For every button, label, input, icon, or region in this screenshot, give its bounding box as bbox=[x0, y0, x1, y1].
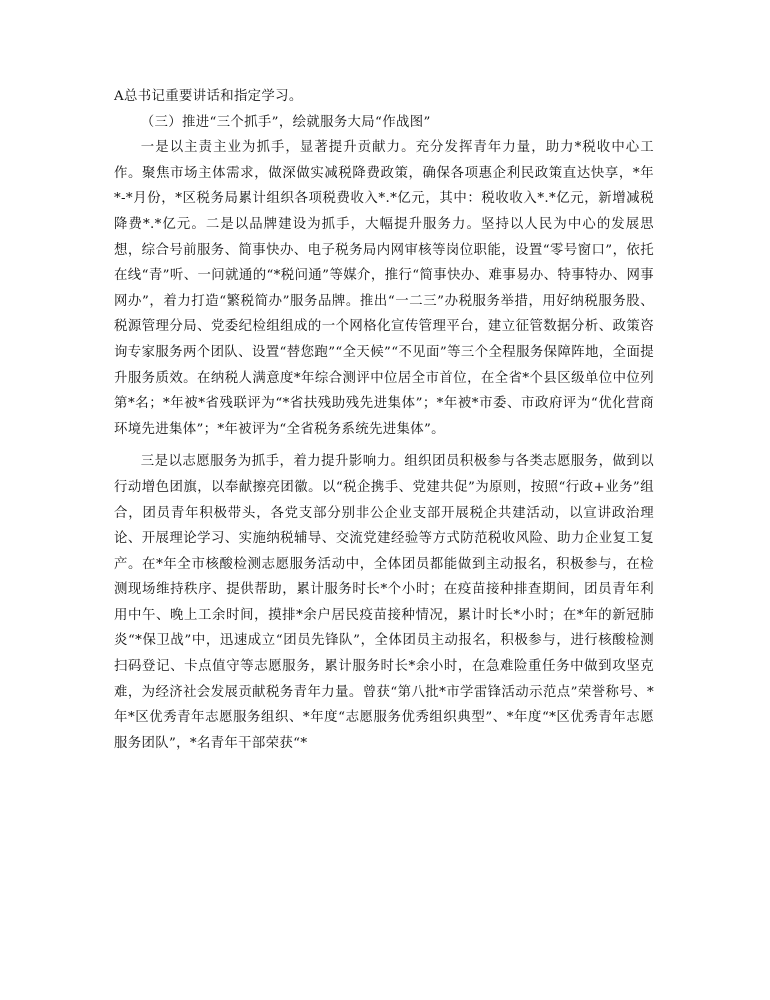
section-heading: （三）推进“三个抓手”，绘就服务大局“作战图” bbox=[140, 114, 431, 130]
document-page bbox=[114, 84, 654, 756]
paragraph-body: 三是以志愿服务为抓手，着力提升影响力。组织团员积极参与各类志愿服务，做到以行动增色团旗，以奉献擦亮团徽。以“税企携手、党建共促”为原则，按照“行政+业务”组合，团员青年积极带头，各党支部分别非公企业支部开展税企共建活动，以宣讲政治理论、开展理论学习、实施纳税辅导、交流党建经验等方式防范税收风险、助力企业复工复产。在*年全市核酸检测志愿服务活动中，全体团员都能做到主动报名，积极参与，在检测现场维持秩序、提供帮助，累计服务时长*个小时；在疫苗接种排查期间，团员青年利用中午、晚上工余时间，摸排*余户居民疫苗接种情况，累计时长*小时；在*年的新冠肺炎“*保卫战”中，迅速成立“团员先锋队”，全体团员主动报名，积极参与，进行核酸检测扫码登记、卡点值守等志愿服务，累计服务时长*余小时，在急难险重任务中做到攻坚克难，为经济社会发展贡献税务青年力量。曾获“第八批*市学雷锋活动示范点”荣誉称号、*年*区优秀青年志愿服务组织、*年度“志愿服务优秀组织典型”、*年度“*区优秀青年志愿服务团队”，*名青年干部荣获“* bbox=[114, 454, 654, 751]
paragraph-continuation: A总书记重要讲话和指定学习。 bbox=[114, 89, 303, 104]
paragraph-body: 一是以主责主业为抓手，显著提升贡献力。充分发挥青年力量，助力*税收中心工作。聚焦市场主体需求，做深做实减税降费政策，确保各项惠企利民政策直达快享，*年*-*月份，*区税务局累计组织各项税费收入*.*亿元，其中：税收收入*.*亿元，新增减税降费*.*亿元。二是以品牌建设为抓手，大幅提升服务力。坚持以人民为中心的发展思想，综合号前服务、简事快办、电子税务局内网审核等岗位职能，设置“零号窗口”，依托在线“青”听、一问就通的“*税问通”等媒介，推行“简事快办、难事易办、特事特办、网事网办”，着力打造“繁税简办”服务品牌。推出“一二三”办税服务举措，用好纳税服务股、税源管理分局、党委纪检组组成的一个网格化宣传管理平台，建立征管数据分析、政策咨询专家服务两个团队、设置“替您跑”“全天候”“不见面”等三个全程服务保障阵地，全面提升服务质效。在纳税人满意度*年综合测评中位居全市首位，在全省*个县区级单位中位列第*名；*年被*省残联评为“*省扶残助残先进集体”；*年被*市委、市政府评为“优化营商环境先进集体”；*年被评为“全省税务系统先进集体”。 bbox=[114, 140, 654, 437]
